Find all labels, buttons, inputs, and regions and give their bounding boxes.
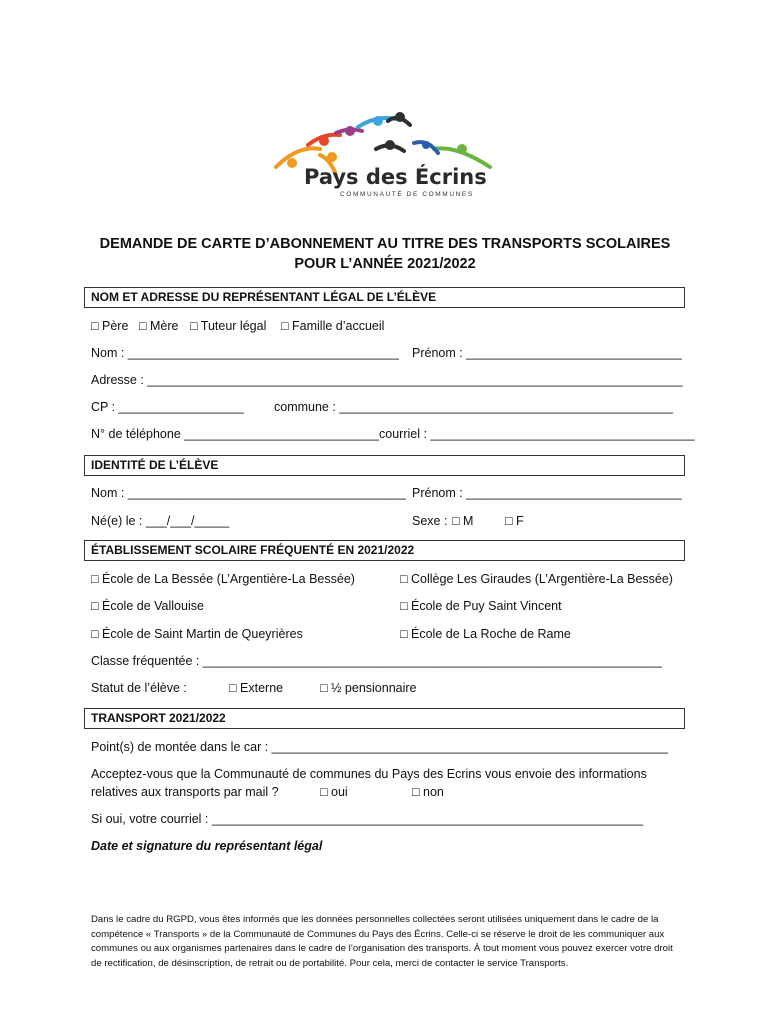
guardian-option-mere[interactable]: □ Mère xyxy=(139,319,179,333)
guardian-commune-field[interactable]: commune : ________________________________________________ xyxy=(274,400,673,414)
transport-montee-field[interactable]: Point(s) de montée dans le car : _________________________________________________________ xyxy=(91,740,668,754)
statut-externe-option[interactable]: □ Externe xyxy=(229,681,284,695)
section-header-student: IDENTITÉ DE L’ÉLÈVE xyxy=(84,455,685,476)
school-option-la-bessee[interactable]: □ École de La Bessée (L’Argentière-La Bessée) xyxy=(91,572,355,586)
transport-non-option[interactable]: □ non xyxy=(412,785,444,799)
school-option-puy-saint-vincent[interactable]: □ École de Puy Saint Vincent xyxy=(400,599,562,613)
student-sexe-f[interactable]: □ F xyxy=(505,514,524,528)
student-naissance-field[interactable]: Né(e) le : ___/___/_____ xyxy=(91,514,230,528)
document-title xyxy=(60,234,710,274)
section-header-guardian: NOM ET ADRESSE DU REPRÉSENTANT LÉGAL DE L’ÉLÈVE xyxy=(84,287,685,308)
transport-question-line-2: relatives aux transports par mail ? xyxy=(91,785,279,799)
guardian-courriel-field[interactable]: courriel : ______________________________________ xyxy=(379,427,695,441)
statut-demi-pension-option[interactable]: □ ½ pensionnaire xyxy=(320,681,417,695)
guardian-telephone-field[interactable]: N° de téléphone ____________________________ xyxy=(91,427,379,441)
school-option-saint-martin[interactable]: □ École de Saint Martin de Queyrières xyxy=(91,627,303,641)
logo xyxy=(258,105,513,210)
guardian-prenom-field[interactable]: Prénom : _______________________________ xyxy=(412,346,682,360)
guardian-adresse-field[interactable]: Adresse : _____________________________________________________________________________ xyxy=(91,373,683,387)
school-option-vallouise[interactable]: □ École de Vallouise xyxy=(91,599,204,613)
transport-question-line-1: Acceptez-vous que la Communauté de communes du Pays des Ecrins vous envoie des informations xyxy=(91,767,647,781)
logo-text: Pays des Écrins xyxy=(304,165,487,189)
transport-oui-option[interactable]: □ oui xyxy=(320,785,348,799)
student-sexe-m[interactable]: □ M xyxy=(452,514,474,528)
guardian-option-famille[interactable]: □ Famille d’accueil xyxy=(281,319,385,333)
title-line-1: DEMANDE DE CARTE D’ABONNEMENT AU TITRE DES TRANSPORTS SCOLAIRES xyxy=(99,236,671,252)
rgpd-footer: Dans le cadre du RGPD, vous êtes informés que les données personnelles collectées seront utilisées uniquement dans le cadre de la compétence « Transports » de la Communauté de Communes du Pays des Écrins. Celle-ci se réserve le droit de les communiquer aux communes ou aux organismes partenaires dans le cadre de l’organisation des transports. À tout moment vous pouvez exercer votre droit de rectification, de désinscription, de retrait ou de portabilité. Pour cela, merci de contacter le service Transports. xyxy=(91,914,673,969)
student-nom-field[interactable]: Nom : ________________________________________ xyxy=(91,486,406,500)
guardian-option-pere[interactable]: □ Père xyxy=(91,319,129,333)
section-header-transport: TRANSPORT 2021/2022 xyxy=(84,708,685,729)
guardian-nom-field[interactable]: Nom : _______________________________________ xyxy=(91,346,399,360)
guardian-option-tuteur[interactable]: □ Tuteur légal xyxy=(190,319,267,333)
school-classe-field[interactable]: Classe fréquentée : __________________________________________________________________ xyxy=(91,654,662,668)
student-prenom-field[interactable]: Prénom : _______________________________ xyxy=(412,486,682,500)
student-statut-label: Statut de l’élève : xyxy=(91,681,187,695)
school-option-roche-de-rame[interactable]: □ École de La Roche de Rame xyxy=(400,627,571,641)
school-option-college-giraudes[interactable]: □ Collège Les Giraudes (L’Argentière-La Bessée) xyxy=(400,572,673,586)
logo-subtitle: COMMUNAUTÉ DE COMMUNES xyxy=(340,191,474,198)
student-sexe-label: Sexe : xyxy=(412,514,448,528)
transport-courriel-field[interactable]: Si oui, votre courriel : ______________________________________________________________ xyxy=(91,812,643,826)
signature-label: Date et signature du représentant légal xyxy=(91,839,323,853)
title-line-2: POUR L’ANNÉE 2021/2022 xyxy=(294,256,476,272)
section-header-school: ÉTABLISSEMENT SCOLAIRE FRÉQUENTÉ EN 2021/2022 xyxy=(84,540,685,561)
guardian-cp-field[interactable]: CP : __________________ xyxy=(91,400,244,414)
